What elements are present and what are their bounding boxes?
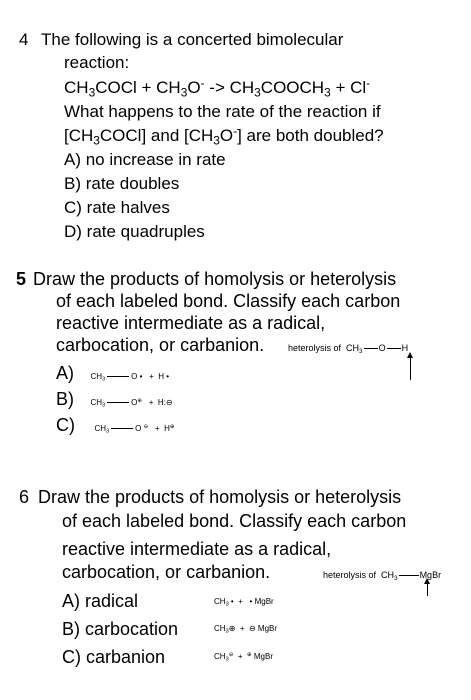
answer-option-b[interactable]: B) carbocation	[62, 619, 179, 639]
question-number: 4	[19, 30, 29, 49]
question-text-line: The following is a concerted bimolecular	[41, 30, 344, 49]
question-text-line: carbocation, or carbanion.	[62, 562, 271, 582]
question-text-line: reaction:	[64, 53, 130, 72]
question-number: 6	[19, 487, 30, 507]
question-text-line: reactive intermediate as a radical,	[62, 539, 332, 559]
answer-option-a[interactable]: A) radical	[62, 591, 139, 611]
product-formula: $CH_3$ • + • MgBr	[214, 597, 274, 608]
question-number: 5	[16, 269, 27, 289]
option-row-c[interactable]: C) $CH_3$ O ⊖ + H⊕	[56, 415, 175, 435]
answer-option-c[interactable]: C) carbanion	[62, 647, 166, 667]
product-formula: $CH_3^⊖ + ^\oplus$ MgBr	[214, 652, 273, 663]
question-text-line: $[CH_3COCl]$ and $[CH_3O^-]$ are both doubled?	[64, 124, 384, 148]
bond-arrow-icon	[410, 356, 411, 380]
reaction-equation: $CH_3COCl + CH_3O^-$ -> $CH_3COOCH_3 + Cl^-$	[64, 76, 371, 100]
option-row-b[interactable]: B) $CH_3$ O⊕ + H:⊖	[56, 389, 173, 409]
bond-arrow-icon	[427, 582, 428, 596]
bond-hint: heterolysis of $CH_3$ MgBr	[323, 570, 442, 582]
question-text-line: carbocation, or carbanion.	[56, 335, 265, 355]
question-text-line: What happens to the rate of the reaction if	[64, 102, 381, 121]
question-text-line: of each labeled bond. Classify each carbon	[56, 291, 401, 311]
question-text-line: of each labeled bond. Classify each carbon	[62, 511, 407, 531]
question-text-line: Draw the products of homolysis or heterolysis	[33, 269, 397, 289]
question-text-line: Draw the products of homolysis or heterolysis	[38, 487, 402, 507]
option-row-a[interactable]: A) $CH_3$ O • + H •	[56, 363, 170, 383]
answer-option-c[interactable]: C) rate halves	[64, 198, 170, 217]
question-text-line: reactive intermediate as a radical,	[56, 313, 326, 333]
answer-option-b[interactable]: B) rate doubles	[64, 174, 180, 193]
answer-option-a[interactable]: A) no increase in rate	[64, 150, 226, 169]
product-formula: $CH_3\oplus$ + ⊖ MgBr	[214, 624, 278, 635]
answer-option-d[interactable]: D) rate quadruples	[64, 222, 205, 241]
bond-hint: heterolysis of $CH_3$ O H	[288, 343, 409, 355]
